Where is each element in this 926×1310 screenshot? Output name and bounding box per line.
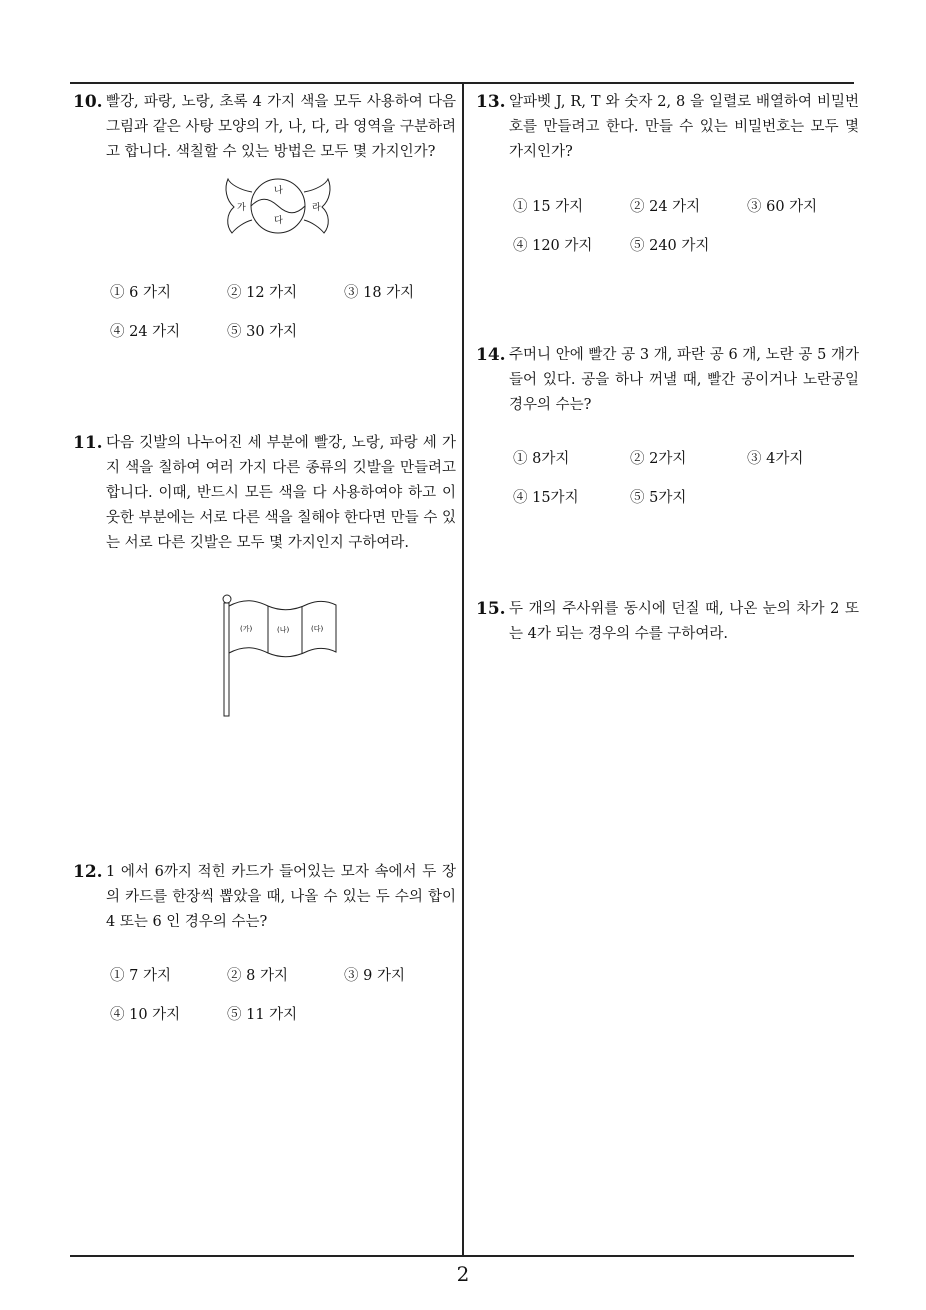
question-text: 두 개의 주사위를 동시에 던질 때, 나온 눈의 차가 2 또는 4가 되는 경우의 수를 구하여라.: [509, 601, 859, 642]
bottom-rule: [70, 1255, 854, 1257]
candy-shape: [222, 176, 334, 236]
choice-3: ③ 18 가지: [344, 285, 415, 301]
question-number: 13.: [476, 92, 506, 112]
choice-4: ④ 24 가지: [110, 324, 181, 340]
question-number: 12.: [73, 862, 103, 882]
question-14: [476, 343, 859, 418]
choice-2: ② 8 가지: [227, 968, 288, 984]
flag-figure: [218, 592, 342, 724]
question-number: 11.: [73, 433, 103, 453]
question-text: 알파벳 J, R, T 와 숫자 2, 8 을 일렬로 배열하여 비밀번호를 만들려고 한다. 만들 수 있는 비밀번호는 모두 몇 가지인가?: [509, 94, 859, 160]
choice-4: ④ 15가지: [513, 490, 579, 506]
question-13: [476, 90, 859, 165]
choice-1: ① 7 가지: [110, 968, 171, 984]
column-divider: [462, 82, 464, 1256]
choice-5: ⑤ 240 가지: [630, 238, 710, 254]
choice-3: ③ 4가지: [747, 451, 804, 467]
flag-label-na: (나): [277, 626, 290, 634]
page-number: 2: [456, 1262, 470, 1286]
choice-5: ⑤ 11 가지: [227, 1007, 298, 1023]
choice-1: ① 6 가지: [110, 285, 171, 301]
question-12: [73, 860, 456, 935]
question-text: 다음 깃발의 나누어진 세 부분에 빨강, 노랑, 파랑 세 가지 색을 칠하여 여러 가지 다른 종류의 깃발을 만들려고 합니다. 이때, 반드시 모든 색을 다 사용하여야 하고 이웃한 부분에는 서로 다른 색을 칠해야 한다면 만들 수 있는 서로 다른 깃발은 모두 몇 가지인지 구하여라.: [106, 435, 456, 551]
question-text: 주머니 안에 빨간 공 3 개, 파란 공 6 개, 노란 공 5 개가 들어 있다. 공을 하나 꺼낼 때, 빨간 공이거나 노란공일 경우의 수는?: [509, 347, 859, 413]
choice-5: ⑤ 30 가지: [227, 324, 298, 340]
choice-2: ② 24 가지: [630, 199, 701, 215]
region-label-da: 다: [274, 216, 283, 226]
flag-shape: [218, 592, 342, 720]
question-11: [73, 431, 456, 556]
choice-1: ① 8가지: [513, 451, 570, 467]
question-text: 빨강, 파랑, 노랑, 초록 4 가지 색을 모두 사용하여 다음 그림과 같은 사탕 모양의 가, 나, 다, 라 영역을 구분하려고 합니다. 색칠할 수 있는 방법은 모두 몇 가지인가?: [106, 94, 456, 160]
choice-3: ③ 9 가지: [344, 968, 405, 984]
choice-2: ② 2가지: [630, 451, 687, 467]
region-label-na: 나: [274, 186, 283, 196]
question-15: [476, 597, 859, 647]
question-number: 14.: [476, 345, 506, 365]
question-text: 1 에서 6까지 적힌 카드가 들어있는 모자 속에서 두 장의 카드를 한장씩 뽑았을 때, 나올 수 있는 두 수의 합이 4 또는 6 인 경우의 수는?: [106, 864, 456, 930]
choice-3: ③ 60 가지: [747, 199, 818, 215]
region-label-ga: 가: [237, 203, 246, 213]
candy-figure: [222, 176, 334, 240]
question-number: 15.: [476, 599, 506, 619]
region-label-ra: 라: [312, 203, 321, 213]
choice-5: ⑤ 5가지: [630, 490, 687, 506]
choice-4: ④ 10 가지: [110, 1007, 181, 1023]
question-number: 10.: [73, 92, 103, 112]
choice-1: ① 15 가지: [513, 199, 584, 215]
choice-2: ② 12 가지: [227, 285, 298, 301]
flag-label-ga: (가): [240, 625, 253, 633]
question-10: [73, 90, 456, 165]
choice-4: ④ 120 가지: [513, 238, 593, 254]
flag-label-da: (다): [311, 625, 324, 633]
